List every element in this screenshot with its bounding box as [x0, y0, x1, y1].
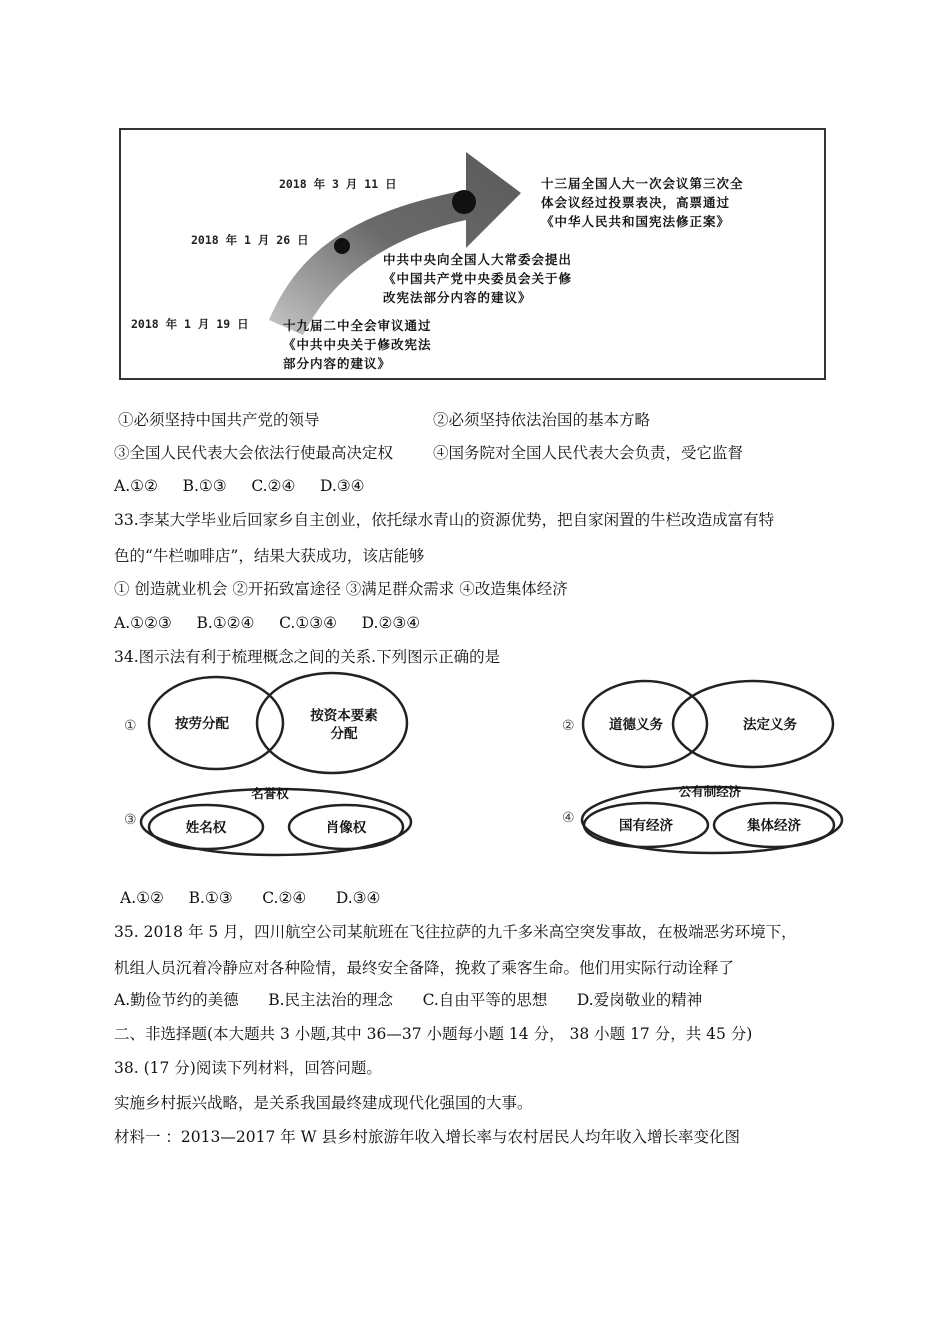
q32-answer-choices — [114, 476, 365, 496]
venn-diagram-1 — [120, 668, 420, 778]
diagram-4-outer-label: 公有制经济 — [678, 784, 742, 799]
venn-diagram-3 — [120, 782, 420, 862]
q33-choice-d: D.②③④ — [361, 614, 421, 632]
q34-choice-c: C.②④ — [262, 889, 307, 907]
q35-choice-b: B.民主法治的理念 — [268, 991, 394, 1009]
timeline-event-3: 十九届二中全会审议通过 《中共中央关于修改宪法 部分内容的建议》 — [283, 318, 432, 371]
diagram-2-left-label: 道德义务 — [609, 717, 663, 733]
q35-stem-line-1: 35. 2018 年 5 月，四川航空公司某航班在飞往拉萨的九千多米高空突发事故，在极端恶劣环境下， — [114, 923, 797, 941]
q35-choice-a: A.勤俭节约的美德 — [114, 991, 239, 1009]
timeline-event-2: 中共中央向全国人大常委会提出 《中国共产党中央委员会关于修 改宪法部分内容的建议》 — [383, 252, 573, 305]
diagram-3-right-label: 肖像权 — [325, 820, 367, 836]
q32-choice-d: D.③④ — [319, 477, 365, 495]
timeline-date-2: 2018 年 1 月 26 日 — [191, 233, 309, 247]
timeline-date-1: 2018 年 3 月 11 日 — [279, 177, 397, 191]
q33-answer-choices — [114, 613, 420, 633]
q34-choice-d: D.③④ — [335, 889, 381, 907]
q32-option-4: ④国务院对全国人民代表大会负责，受它监督 — [433, 444, 744, 462]
q34-answer-choices — [120, 888, 380, 908]
q32-option-3: ③全国人民代表大会依法行使最高决定权 — [114, 444, 394, 462]
q33-options: ① 创造就业机会 ②开拓致富途径 ③满足群众需求 ④改造集体经济 — [114, 580, 568, 598]
q35-answer-choices — [114, 990, 702, 1010]
venn-diagram-4 — [560, 780, 850, 860]
diagram-2-number: ② — [562, 718, 575, 734]
venn-diagram-2 — [560, 674, 850, 774]
diagram-4-left-label: 国有经济 — [619, 818, 673, 834]
diagram-3-left-label: 姓名权 — [185, 820, 227, 836]
constitution-timeline-figure — [119, 128, 826, 380]
q35-choice-d: D.爱岗敬业的精神 — [576, 991, 703, 1009]
q32-option-2: ②必须坚持依法治国的基本方略 — [433, 411, 651, 429]
section-2-heading: 二、非选择题(本大题共 3 小题,其中 36—37 小题每小题 14 分， 38 小题 17 分，共 45 分) — [114, 1025, 753, 1043]
q33-choice-c: C.①③④ — [279, 614, 338, 632]
q34-choice-a: A.①② — [120, 889, 164, 907]
diagram-4-number: ④ — [562, 810, 575, 826]
q38-intro: 实施乡村振兴战略，是关系我国最终建成现代化强国的大事。 — [114, 1094, 533, 1112]
diagram-1-left-label: 按劳分配 — [175, 716, 229, 732]
q33-choice-a: A.①②③ — [114, 614, 172, 632]
q35-choice-c: C.自由平等的思想 — [422, 991, 548, 1009]
diagram-3-outer-label: 名誉权 — [251, 786, 289, 801]
timeline-dot-mar11 — [452, 190, 476, 214]
q35-stem-line-2: 机组人员沉着冷静应对各种险情，最终安全备降，挽救了乘客生命。他们用实际行动诠释了 — [114, 959, 735, 977]
q34-choice-b: B.①③ — [188, 889, 233, 907]
q33-stem-line-2: 色的“牛栏咖啡店”，结果大获成功，该店能够 — [114, 547, 425, 565]
diagram-1-right-label-line2: 分配 — [330, 726, 358, 742]
q38-material-1: 材料一 ：2013—2017 年 W 县乡村旅游年收入增长率与农村居民人均年收入增长率变化图 — [114, 1128, 741, 1146]
diagram-1-right-label-line1: 按资本要素 — [310, 708, 378, 724]
timeline-dot-jan26 — [334, 238, 350, 254]
timeline-event-1: 十三届全国人大一次会议第三次全 体会议经过投票表决，高票通过 《中华人民共和国宪法修正案》 — [541, 176, 744, 229]
q38-stem: 38. (17 分)阅读下列材料，回答问题。 — [114, 1059, 382, 1077]
timeline-date-3: 2018 年 1 月 19 日 — [131, 317, 249, 331]
q32-option-1: ①必须坚持中国共产党的领导 — [118, 411, 320, 429]
diagram-4-right-label: 集体经济 — [747, 818, 801, 834]
q33-choice-b: B.①②④ — [196, 614, 255, 632]
diagram-3-number: ③ — [124, 812, 137, 828]
q32-choice-c: C.②④ — [251, 477, 296, 495]
q32-choice-a: A.①② — [114, 477, 158, 495]
q33-stem-line-1: 33.李某大学毕业后回家乡自主创业，依托绿水青山的资源优势，把自家闲置的牛栏改造成富有特 — [114, 511, 775, 529]
q32-choice-b: B.①③ — [182, 477, 227, 495]
diagram-2-right-label: 法定义务 — [743, 717, 797, 733]
diagram-1-number: ① — [124, 718, 137, 734]
q34-stem: 34.图示法有利于梳理概念之间的关系.下列图示正确的是 — [114, 648, 501, 666]
